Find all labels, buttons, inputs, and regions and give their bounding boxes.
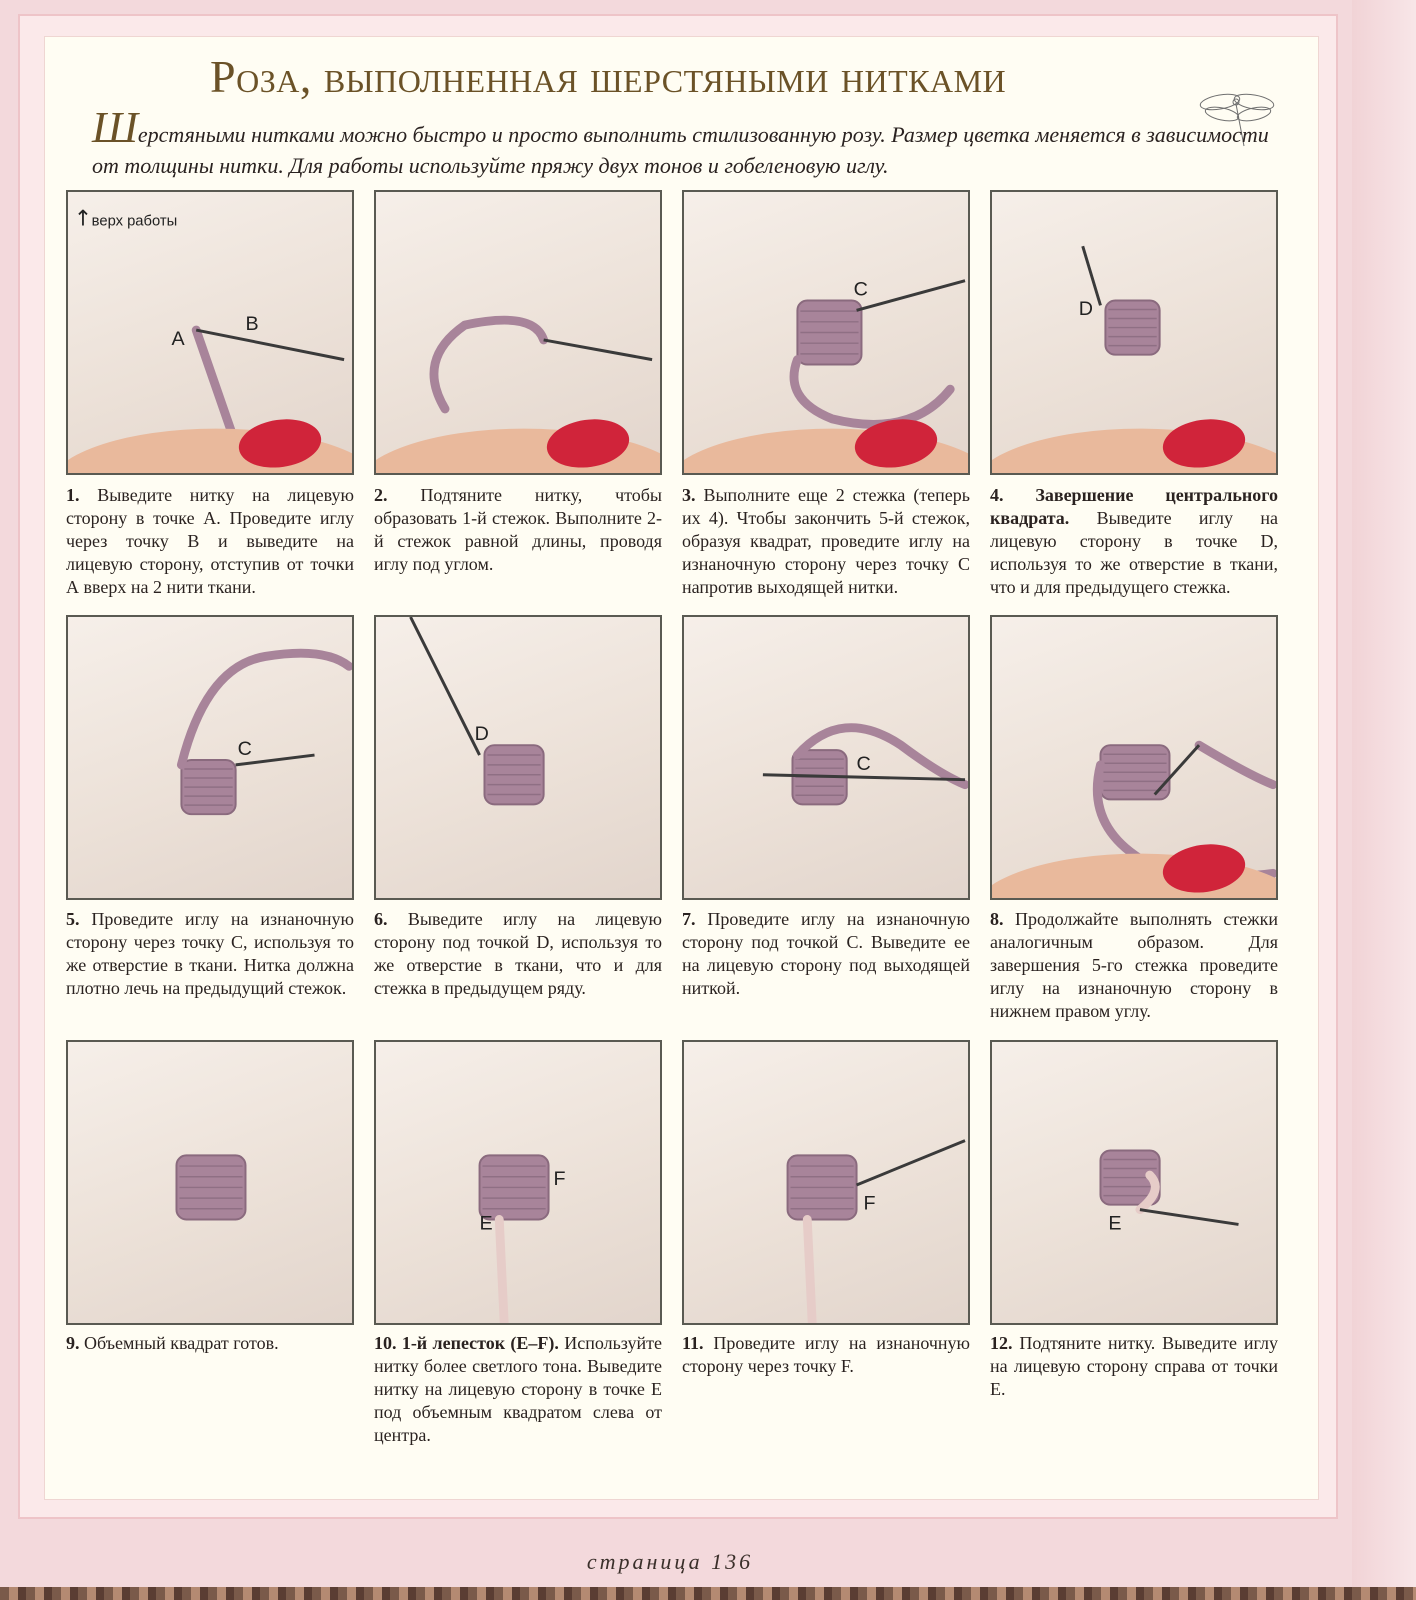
point-label: F: [863, 1192, 876, 1215]
intro-text: ерстяными нитками можно быстро и просто выполнить стилизованную розу. Размер цветка меняется в зависимости от толщины нитки. Для работы используйте пряжу двух тонов и гобеленовую иглу.: [92, 122, 1269, 178]
step-number: 5.: [66, 909, 92, 929]
needle: [411, 617, 480, 755]
step-illustration: [992, 1042, 1276, 1323]
point-label: C: [856, 752, 871, 775]
step-number: 9.: [66, 1333, 84, 1353]
needle: [857, 281, 965, 311]
step-photo-9: [66, 1040, 354, 1325]
step-number: 3.: [682, 485, 704, 505]
step-text: Выведите иглу на лицевую сторону в точке D, используя то же отверстие в ткани, что и для предыдущего стежка.: [990, 508, 1278, 597]
step-illustration: [376, 192, 660, 473]
point-label: D: [474, 723, 489, 746]
step-caption-3: [682, 484, 970, 599]
point-label: B: [245, 313, 259, 336]
intro-initial: Ш: [92, 103, 138, 152]
point-label: D: [1078, 298, 1094, 321]
step-caption-8: [990, 908, 1278, 1023]
step-number: 8.: [990, 909, 1016, 929]
step-illustration: [684, 617, 968, 898]
yarn-thread: [794, 360, 950, 425]
bottom-strip: [0, 1587, 1416, 1600]
yarn-thread: [499, 1219, 504, 1323]
yarn-thread: [434, 320, 544, 409]
step-illustration: [684, 1042, 968, 1323]
point-label: A: [171, 327, 185, 350]
step-illustration: [992, 192, 1276, 473]
yarn-thread: [807, 1219, 812, 1323]
step-photo-10: [374, 1040, 662, 1325]
step-caption-11: [682, 1332, 970, 1378]
needle: [196, 330, 344, 360]
step-caption-2: [374, 484, 662, 576]
step-illustration: [376, 617, 660, 898]
step-photo-7: [682, 615, 970, 900]
step-caption-12: [990, 1332, 1278, 1401]
step-heading: Завершение центрального квадрата.: [990, 485, 1278, 528]
step-photo-8: [990, 615, 1278, 900]
step-text: Продолжайте выполнять стежки аналогичным образом. Для завершения 5-го стежка проведите иглу на изнаночную сторону в нижнем правом углу.: [990, 909, 1278, 1021]
page-edge: [1352, 0, 1416, 1600]
step-caption-5: [66, 908, 354, 1000]
step-caption-10: [374, 1332, 662, 1447]
page-title: Роза, выполненная шерстяными нитками: [210, 51, 1007, 102]
step-number: 4.: [990, 485, 1036, 505]
needle: [1083, 246, 1101, 305]
page-number: страница 136: [586, 1549, 754, 1574]
step-number: 11.: [682, 1333, 714, 1353]
point-label: C: [853, 278, 868, 301]
step-illustration: [68, 192, 352, 473]
step-text: Подтяните нитку. Выведите иглу на лицевую сторону справа от точки Е.: [990, 1333, 1279, 1399]
step-text: Выведите иглу на лицевую сторону под точкой D, используя то же отверстие в ткани, что и для стежка в предыдущем ряду.: [374, 909, 663, 998]
step-photo-12: [990, 1040, 1278, 1325]
step-photo-11: [682, 1040, 970, 1325]
step-text: Используйте нитку более светлого тона. Выведите нитку на лицевую сторону в точке Е под объемным квадратом слева от центра.: [374, 1333, 662, 1445]
step-number: 1.: [66, 485, 98, 505]
step-illustration: [376, 1042, 660, 1323]
point-label: F: [553, 1167, 566, 1190]
step-number: 2.: [374, 485, 421, 505]
step-photo-5: [66, 615, 354, 900]
point-label: E: [1108, 1212, 1122, 1235]
step-heading: 1-й лепесток (E–F).: [401, 1333, 565, 1353]
step-number: 6.: [374, 909, 408, 929]
step-text: Проведите иглу на изнаночную сторону через точку С, используя то же отверстие в ткани. Нитка должна плотно лечь на предыдущий стежок.: [66, 909, 355, 998]
needle: [544, 340, 652, 360]
step-text: Выполните еще 2 стежка (теперь их 4). Чтобы закончить 5-й стежок, образуя квадрат, проведите иглу на изнаночную сторону через точку С напротив выходящей нитки.: [682, 485, 970, 597]
step-caption-4: [990, 484, 1278, 599]
step-illustration: [68, 617, 352, 898]
step-illustration: [684, 192, 968, 473]
needle: [1140, 1210, 1239, 1225]
step-caption-6: [374, 908, 662, 1000]
step-caption-9: [66, 1332, 354, 1355]
step-text: Проведите иглу на изнаночную сторону через точку F.: [682, 1333, 970, 1376]
step-number: 12.: [990, 1333, 1020, 1353]
point-label: E: [479, 1212, 493, 1235]
step-caption-1: [66, 484, 354, 599]
needle: [857, 1141, 965, 1185]
step-photo-1: [66, 190, 354, 475]
step-photo-6: [374, 615, 662, 900]
step-photo-2: [374, 190, 662, 475]
step-photo-4: [990, 190, 1278, 475]
step-photo-3: [682, 190, 970, 475]
step-number: 7.: [682, 909, 708, 929]
intro-paragraph: [92, 103, 1272, 181]
step-text: Выведите нитку на лицевую сторону в точке А. Проведите иглу через точку В и выведите на лицевую сторону, отступив от точки А вверх на 2 нити ткани.: [66, 485, 354, 597]
step-number: 10.: [374, 1333, 402, 1353]
arrow-up-icon: ↑: [73, 206, 93, 232]
step-illustration: [68, 1042, 352, 1323]
step-text: Подтяните нитку, чтобы образовать 1-й стежок. Выполните 2-й стежок равной длины, проводя иглу под углом.: [374, 485, 662, 574]
step-text: Проведите иглу на изнаночную сторону под точкой С. Выведите ее на лицевую сторону под выходящей ниткой.: [682, 909, 971, 998]
yarn-thread: [181, 653, 349, 765]
point-label: C: [237, 738, 252, 761]
step-text: Объемный квадрат готов.: [84, 1333, 279, 1353]
photo-note: верх работы: [91, 213, 178, 230]
step-illustration: [992, 617, 1276, 898]
step-caption-7: [682, 908, 970, 1000]
